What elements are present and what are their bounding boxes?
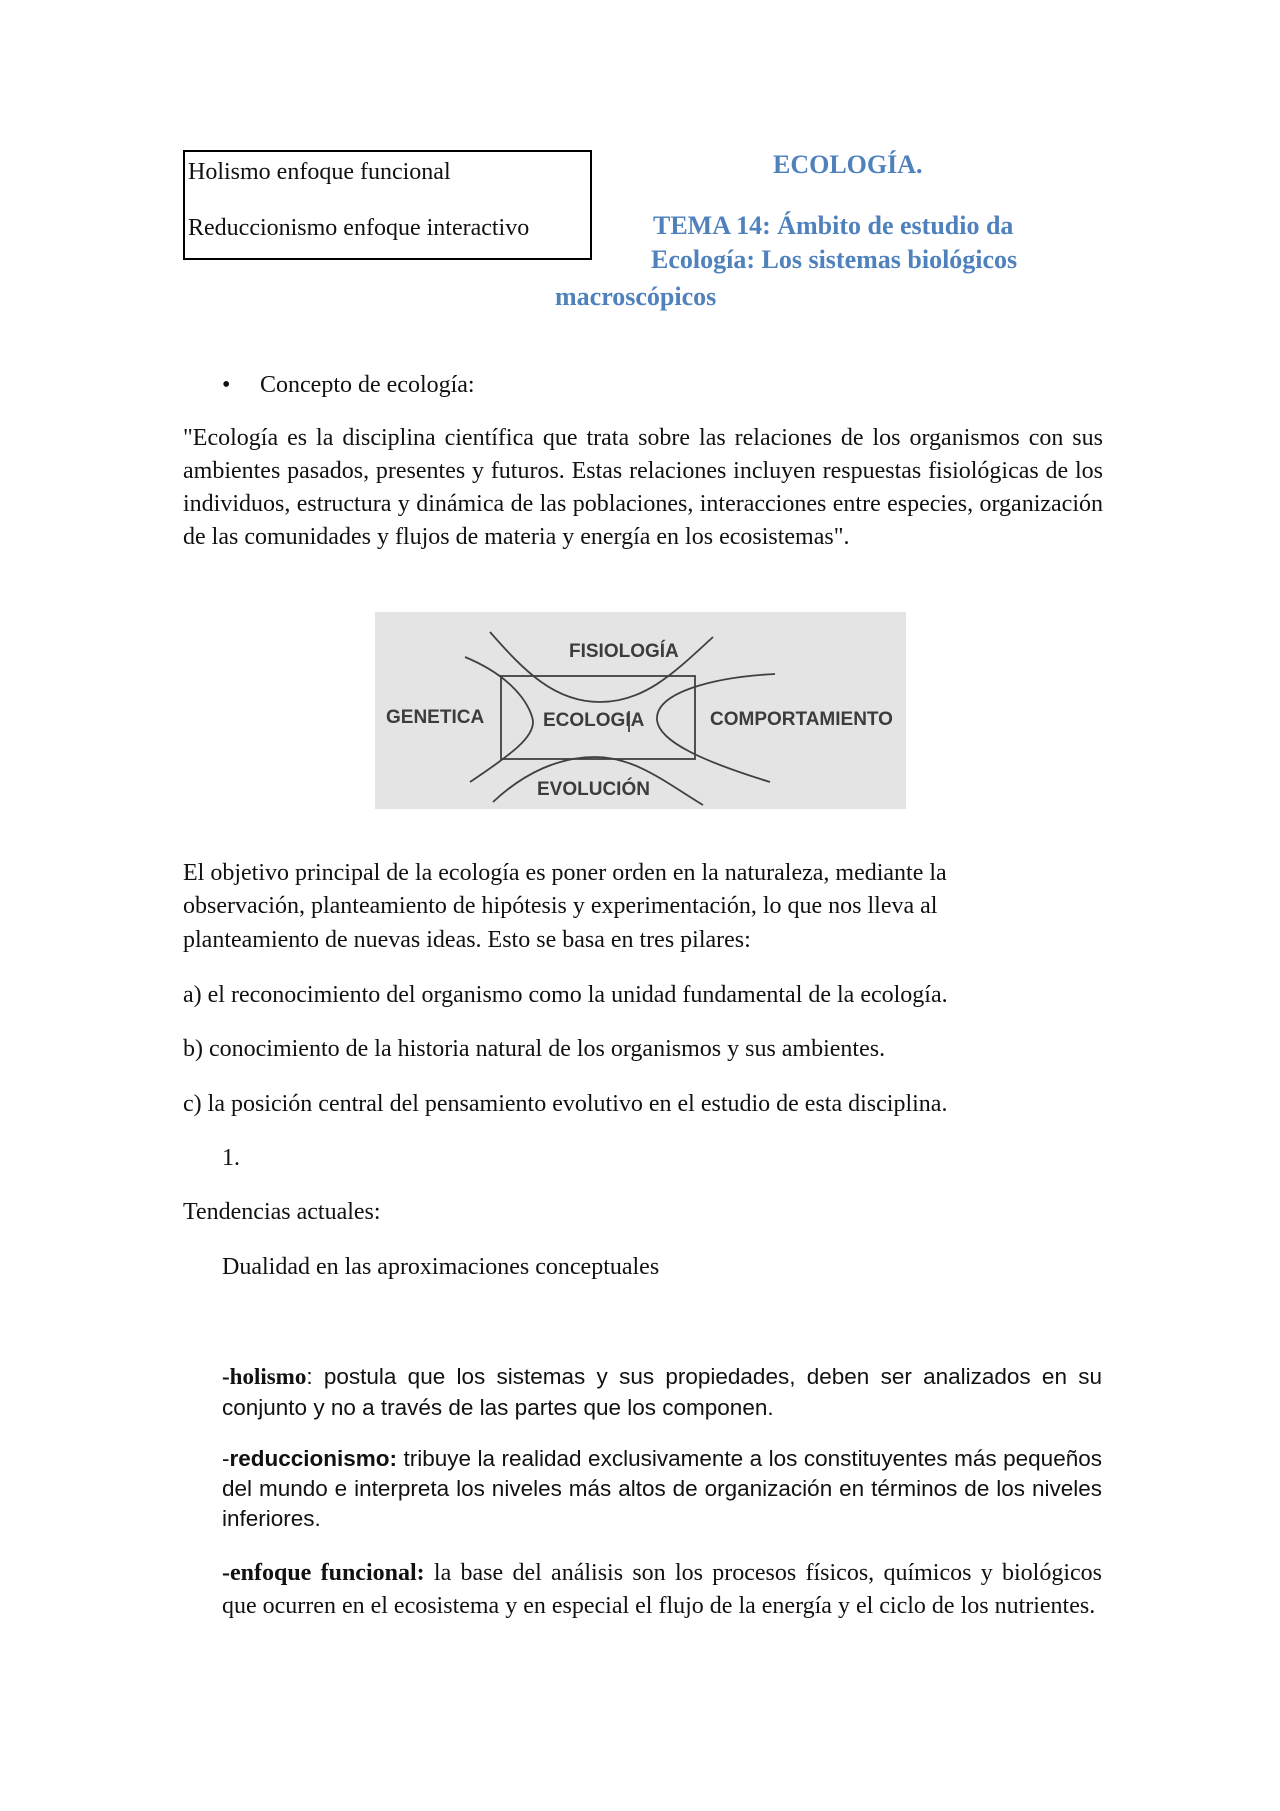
pillar-a: a) el reconocimiento del organismo como la unidad fundamental de la ecología. <box>183 982 948 1008</box>
objective-line3: planteamiento de nuevas ideas. Esto se basa en tres pilares: <box>183 927 751 953</box>
objective-line1: El objetivo principal de la ecología es poner orden en la naturaleza, mediante la <box>183 860 947 886</box>
funcional-paragraph <box>222 1557 1102 1623</box>
holismo-text: : postula que los sistemas y sus propiedades, deben ser analizados en su conjunto y no a través de las partes que los componen. <box>222 1364 1102 1420</box>
reduccionismo-term: reduccionismo: <box>229 1446 398 1471</box>
document-title: ECOLOGÍA. <box>773 150 923 179</box>
section-heading-concept: Concepto de ecología: <box>260 372 475 398</box>
pillar-c: c) la posición central del pensamiento evolutivo en el estudio de esta disciplina. <box>183 1091 948 1117</box>
definition-paragraph: "Ecología es la disciplina científica que trata sobre las relaciones de los organismos con sus ambientes pasados, presentes y futuros. Estas relaciones incluyen respuestas fisiológicas de los individuos, estructura y dinámica de las poblaciones, interacciones entre especies, organización de las comunidades y flujos de materia y energía en los ecosistemas". <box>183 425 1103 550</box>
pillar-b: b) conocimiento de la historia natural de los organismos y sus ambientes. <box>183 1036 886 1062</box>
label-ecologia: ECOLOGIA <box>543 710 645 731</box>
duality-heading: Dualidad en las aproximaciones conceptuales <box>222 1254 660 1280</box>
bullet-symbol: • <box>222 372 231 398</box>
note-box <box>183 150 592 260</box>
reduccionismo-paragraph <box>222 1444 1102 1534</box>
reduccionismo-text: tribuye la realidad exclusivamente a los constituyentes más pequeños del mundo e interpreta los niveles más altos de organización en términos de los niveles inferiores. <box>222 1446 1102 1531</box>
topic-title-line3: macroscópicos <box>555 282 717 311</box>
holismo-term: -holismo <box>222 1364 307 1389</box>
label-fisiologia: FISIOLOGÍA <box>569 641 679 662</box>
holismo-paragraph <box>222 1360 1102 1423</box>
ecology-diagram <box>375 612 906 809</box>
funcional-term: -enfoque funcional: <box>222 1560 425 1586</box>
numbered-item: 1. <box>222 1145 240 1171</box>
trends-heading: Tendencias actuales: <box>183 1199 381 1225</box>
label-evolucion: EVOLUCIÓN <box>537 779 650 800</box>
reduccionismo-dash: - <box>222 1446 230 1471</box>
objective-line2: observación, planteamiento de hipótesis y experimentación, lo que nos lleva al <box>183 893 938 919</box>
note-line-holismo: Holismo enfoque funcional <box>188 159 451 185</box>
funcional-text: la base del análisis son los procesos físicos, químicos y biológicos que ocurren en el ecosistema y en especial el flujo de la energía y el ciclo de los nutrientes. <box>222 1560 1102 1619</box>
label-comportamiento: COMPORTAMIENTO <box>710 709 893 730</box>
note-line-reduccionismo: Reduccionismo enfoque interactivo <box>188 215 530 241</box>
topic-title-line1: TEMA 14: Ámbito de estudio da <box>653 211 1014 240</box>
topic-title-line2: Ecología: Los sistemas biológicos <box>651 245 1018 274</box>
label-genetica: GENETICA <box>386 707 485 728</box>
